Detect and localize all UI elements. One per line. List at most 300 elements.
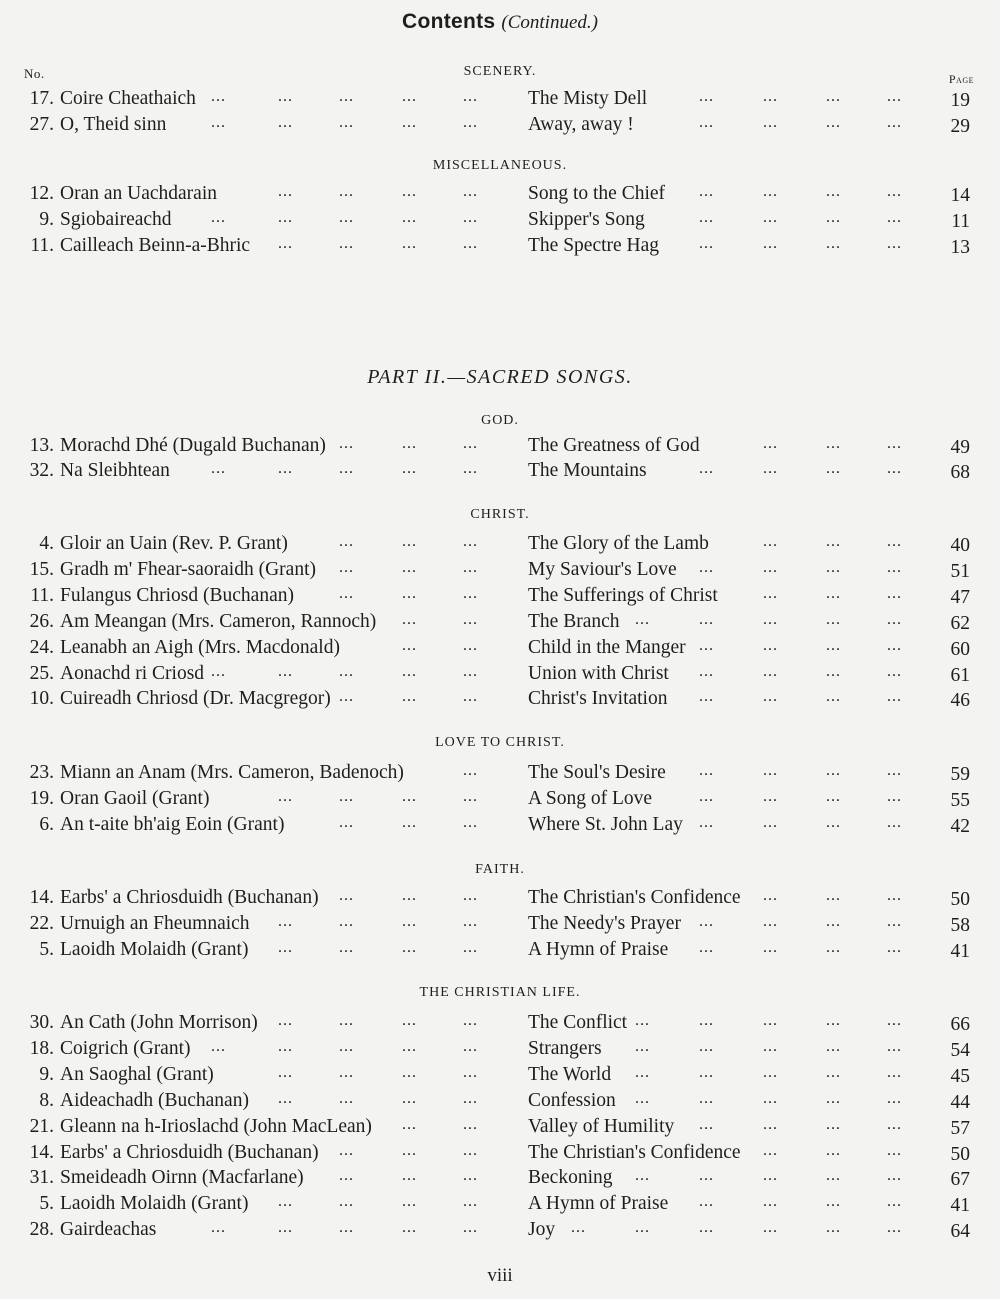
leader-dots: ... [887, 1167, 902, 1184]
leader-dots: ... [339, 814, 354, 831]
section-heading: SCENERY. [463, 64, 537, 79]
page-number: 50 [950, 889, 970, 910]
leader-dots: ... [463, 533, 478, 550]
leader-dots: ... [763, 209, 778, 226]
leader-dots: ... [402, 1142, 417, 1159]
page-number: 19 [950, 90, 970, 111]
page-title [0, 8, 1000, 34]
contents-entry [0, 1038, 1000, 1064]
leader-dots: ... [635, 611, 650, 628]
english-title: Where St. John Lay [528, 814, 683, 835]
leader-dots: ... [887, 762, 902, 779]
entry-number: 22. [29, 913, 54, 934]
contents-entry [0, 585, 1000, 611]
english-title: The Christian's Confidence [528, 887, 741, 908]
number-column-header: No. [24, 66, 45, 81]
leader-dots: ... [699, 1219, 714, 1236]
gaelic-title: Gradh m' Fhear-saoraidh (Grant) [60, 559, 316, 580]
leader-dots: ... [763, 559, 778, 576]
english-title: Valley of Humility [528, 1116, 675, 1137]
leader-dots: ... [763, 183, 778, 200]
english-title: The World [528, 1064, 612, 1085]
leader-dots: ... [278, 913, 293, 930]
gaelic-title: Laoidh Molaidh (Grant) [60, 939, 249, 960]
section-heading: GOD. [481, 413, 519, 428]
leader-dots: ... [211, 209, 226, 226]
leader-dots: ... [826, 1090, 841, 1107]
leader-dots: ... [826, 1116, 841, 1133]
leader-dots: ... [763, 611, 778, 628]
leader-dots: ... [699, 1167, 714, 1184]
leader-dots: ... [887, 913, 902, 930]
leader-dots: ... [887, 939, 902, 956]
leader-dots: ... [278, 1090, 293, 1107]
leader-dots: ... [887, 688, 902, 705]
leader-dots: ... [339, 209, 354, 226]
leader-dots: ... [402, 688, 417, 705]
leader-dots: ... [463, 611, 478, 628]
leader-dots: ... [402, 209, 417, 226]
leader-dots: ... [278, 460, 293, 477]
leader-dots: ... [699, 814, 714, 831]
leader-dots: ... [463, 814, 478, 831]
leader-dots: ... [826, 1064, 841, 1081]
english-title: The Christian's Confidence [528, 1142, 741, 1163]
contents-entry [0, 183, 1000, 209]
leader-dots: ... [887, 1116, 902, 1133]
page-number: 68 [950, 462, 970, 483]
leader-dots: ... [887, 1064, 902, 1081]
page-number: 54 [950, 1040, 970, 1061]
leader-dots: ... [699, 611, 714, 628]
leader-dots: ... [278, 663, 293, 680]
leader-dots: ... [211, 1038, 226, 1055]
leader-dots: ... [826, 1012, 841, 1029]
leader-dots: ... [826, 1219, 841, 1236]
gaelic-title: Morachd Dhé (Dugald Buchanan) [60, 435, 326, 456]
english-title: The Needy's Prayer [528, 913, 681, 934]
contents-entry [0, 762, 1000, 788]
gaelic-title: Laoidh Molaidh (Grant) [60, 1193, 249, 1214]
leader-dots: ... [278, 788, 293, 805]
leader-dots: ... [402, 814, 417, 831]
leader-dots: ... [887, 1038, 902, 1055]
leader-dots: ... [699, 88, 714, 105]
english-title: Strangers [528, 1038, 602, 1059]
leader-dots: ... [699, 788, 714, 805]
leader-dots: ... [339, 460, 354, 477]
leader-dots: ... [402, 1219, 417, 1236]
leader-dots: ... [339, 585, 354, 602]
leader-dots: ... [463, 788, 478, 805]
contents-entry [0, 1116, 1000, 1142]
leader-dots: ... [339, 939, 354, 956]
leader-dots: ... [339, 913, 354, 930]
leader-dots: ... [402, 88, 417, 105]
leader-dots: ... [402, 887, 417, 904]
leader-dots: ... [339, 88, 354, 105]
page-number: 58 [950, 915, 970, 936]
leader-dots: ... [463, 1142, 478, 1159]
leader-dots: ... [463, 637, 478, 654]
leader-dots: ... [463, 1193, 478, 1210]
leader-dots: ... [763, 637, 778, 654]
contents-entry [0, 663, 1000, 689]
leader-dots: ... [887, 663, 902, 680]
leader-dots: ... [763, 1219, 778, 1236]
leader-dots: ... [763, 1167, 778, 1184]
leader-dots: ... [402, 1167, 417, 1184]
page-number: 66 [950, 1014, 970, 1035]
leader-dots: ... [699, 637, 714, 654]
leader-dots: ... [699, 114, 714, 131]
leader-dots: ... [402, 559, 417, 576]
leader-dots: ... [402, 1064, 417, 1081]
leader-dots: ... [402, 183, 417, 200]
entry-number: 23. [29, 762, 54, 783]
leader-dots: ... [699, 1038, 714, 1055]
entry-number: 26. [29, 611, 54, 632]
leader-dots: ... [402, 939, 417, 956]
leader-dots: ... [402, 913, 417, 930]
english-title: Skipper's Song [528, 209, 645, 230]
contents-entry [0, 460, 1000, 486]
leader-dots: ... [763, 114, 778, 131]
entry-number: 8. [39, 1090, 54, 1111]
leader-dots: ... [826, 688, 841, 705]
gaelic-title: Earbs' a Chriosduidh (Buchanan) [60, 1142, 319, 1163]
page-number: 14 [950, 185, 970, 206]
gaelic-title: Leanabh an Aigh (Mrs. Macdonald) [60, 637, 340, 658]
leader-dots: ... [826, 88, 841, 105]
leader-dots: ... [339, 1064, 354, 1081]
entry-number: 15. [29, 559, 54, 580]
leader-dots: ... [339, 1167, 354, 1184]
leader-dots: ... [887, 1219, 902, 1236]
page-number: 67 [950, 1169, 970, 1190]
leader-dots: ... [887, 460, 902, 477]
leader-dots: ... [826, 209, 841, 226]
entry-number: 25. [29, 663, 54, 684]
leader-dots: ... [402, 1193, 417, 1210]
entry-number: 27. [29, 114, 54, 135]
leader-dots: ... [763, 533, 778, 550]
leader-dots: ... [402, 663, 417, 680]
leader-dots: ... [887, 611, 902, 628]
leader-dots: ... [463, 1012, 478, 1029]
leader-dots: ... [278, 114, 293, 131]
leader-dots: ... [278, 1193, 293, 1210]
leader-dots: ... [339, 663, 354, 680]
leader-dots: ... [402, 1116, 417, 1133]
section-heading: LOVE TO CHRIST. [435, 735, 565, 750]
leader-dots: ... [826, 788, 841, 805]
entry-number: 12. [29, 183, 54, 204]
gaelic-title: Aonachd ri Criosd [60, 663, 205, 684]
contents-entry [0, 533, 1000, 559]
gaelic-title: Smeideadh Oirnn (Macfarlane) [60, 1167, 304, 1188]
english-title: A Hymn of Praise [528, 939, 669, 960]
leader-dots: ... [463, 183, 478, 200]
leader-dots: ... [887, 1090, 902, 1107]
contents-entry [0, 887, 1000, 913]
leader-dots: ... [463, 1064, 478, 1081]
leader-dots: ... [699, 183, 714, 200]
leader-dots: ... [763, 1012, 778, 1029]
gaelic-title: Oran an Uachdarain [60, 183, 217, 204]
leader-dots: ... [826, 939, 841, 956]
leader-dots: ... [278, 209, 293, 226]
leader-dots: ... [763, 460, 778, 477]
leader-dots: ... [699, 1090, 714, 1107]
leader-dots: ... [826, 460, 841, 477]
leader-dots: ... [463, 1038, 478, 1055]
leader-dots: ... [463, 913, 478, 930]
entry-number: 28. [29, 1219, 54, 1240]
leader-dots: ... [635, 1167, 650, 1184]
leader-dots: ... [278, 235, 293, 252]
entry-number: 14. [29, 1142, 54, 1163]
page-number: 60 [950, 639, 970, 660]
leader-dots: ... [826, 114, 841, 131]
leader-dots: ... [699, 762, 714, 779]
contents-entry [0, 209, 1000, 235]
leader-dots: ... [339, 688, 354, 705]
english-title: Beckoning [528, 1167, 613, 1188]
entry-number: 6. [39, 814, 54, 835]
english-title: The Mountains [528, 460, 647, 481]
english-title: My Saviour's Love [528, 559, 677, 580]
contents-entry [0, 788, 1000, 814]
gaelic-title: Gleann na h-Irioslachd (John MacLean) [60, 1116, 372, 1137]
leader-dots: ... [463, 460, 478, 477]
leader-dots: ... [826, 611, 841, 628]
leader-dots: ... [887, 585, 902, 602]
leader-dots: ... [211, 460, 226, 477]
entry-number: 11. [30, 585, 54, 606]
leader-dots: ... [402, 637, 417, 654]
gaelic-title: An Cath (John Morrison) [60, 1012, 258, 1033]
leader-dots: ... [339, 114, 354, 131]
contents-entry [0, 435, 1000, 461]
page-number: 44 [950, 1092, 970, 1113]
leader-dots: ... [278, 939, 293, 956]
contents-entry [0, 814, 1000, 840]
leader-dots: ... [463, 939, 478, 956]
leader-dots: ... [463, 559, 478, 576]
leader-dots: ... [339, 1090, 354, 1107]
gaelic-title: Cailleach Beinn-a-Bhric [60, 235, 251, 256]
english-title: The Conflict [528, 1012, 628, 1033]
leader-dots: ... [699, 1064, 714, 1081]
leader-dots: ... [463, 235, 478, 252]
entry-number: 14. [29, 887, 54, 908]
leader-dots: ... [887, 435, 902, 452]
contents-entry [0, 1142, 1000, 1168]
contents-entry [0, 1167, 1000, 1193]
english-title: Confession [528, 1090, 616, 1111]
contents-entry [0, 114, 1000, 140]
part-heading: PART II.—SACRED SONGS. [367, 366, 633, 388]
english-title: Union with Christ [528, 663, 669, 684]
page-number: 51 [950, 561, 970, 582]
leader-dots: ... [278, 88, 293, 105]
leader-dots: ... [463, 887, 478, 904]
page-number: 45 [950, 1066, 970, 1087]
entry-number: 11. [30, 235, 54, 256]
page-folio: viii [487, 1265, 513, 1286]
leader-dots: ... [339, 887, 354, 904]
page-number: 46 [950, 690, 970, 711]
english-title: Christ's Invitation [528, 688, 668, 709]
leader-dots: ... [463, 585, 478, 602]
leader-dots: ... [278, 183, 293, 200]
gaelic-title: Urnuigh an Fheumnaich [60, 913, 250, 934]
leader-dots: ... [763, 688, 778, 705]
english-title: The Greatness of God [528, 435, 700, 456]
leader-dots: ... [463, 114, 478, 131]
leader-dots: ... [635, 1090, 650, 1107]
gaelic-title: Aideachadh (Buchanan) [60, 1090, 249, 1111]
english-title: A Hymn of Praise [528, 1193, 669, 1214]
gaelic-title: An Saoghal (Grant) [60, 1064, 214, 1085]
leader-dots: ... [887, 209, 902, 226]
leader-dots: ... [826, 762, 841, 779]
leader-dots: ... [887, 533, 902, 550]
entry-number: 21. [29, 1116, 54, 1137]
section-heading: MISCELLANEOUS. [432, 158, 568, 173]
leader-dots: ... [635, 1012, 650, 1029]
leader-dots: ... [278, 1064, 293, 1081]
leader-dots: ... [402, 1012, 417, 1029]
leader-dots: ... [339, 1193, 354, 1210]
leader-dots: ... [463, 209, 478, 226]
leader-dots: ... [339, 183, 354, 200]
entry-number: 10. [29, 688, 54, 709]
leader-dots: ... [463, 1116, 478, 1133]
leader-dots: ... [699, 939, 714, 956]
leader-dots: ... [402, 235, 417, 252]
leader-dots: ... [699, 663, 714, 680]
leader-dots: ... [339, 788, 354, 805]
entry-number: 18. [29, 1038, 54, 1059]
title-sub: (Continued.) [501, 12, 598, 33]
leader-dots: ... [339, 1219, 354, 1236]
gaelic-title: Miann an Anam (Mrs. Cameron, Badenoch) [60, 762, 404, 783]
entry-number: 19. [29, 788, 54, 809]
leader-dots: ... [463, 88, 478, 105]
leader-dots: ... [887, 1193, 902, 1210]
leader-dots: ... [763, 913, 778, 930]
page-number: 13 [950, 237, 970, 258]
leader-dots: ... [339, 1012, 354, 1029]
leader-dots: ... [402, 435, 417, 452]
leader-dots: ... [826, 235, 841, 252]
leader-dots: ... [339, 435, 354, 452]
leader-dots: ... [887, 1142, 902, 1159]
page-number: 47 [950, 587, 970, 608]
leader-dots: ... [763, 939, 778, 956]
entry-number: 13. [29, 435, 54, 456]
leader-dots: ... [763, 435, 778, 452]
english-title: The Misty Dell [528, 88, 648, 109]
gaelic-title: Coigrich (Grant) [60, 1038, 191, 1059]
english-title: Song to the Chief [528, 183, 666, 204]
leader-dots: ... [887, 814, 902, 831]
title-main: Contents [402, 10, 496, 33]
gaelic-title: Fulangus Chriosd (Buchanan) [60, 585, 294, 606]
contents-entry [0, 611, 1000, 637]
leader-dots: ... [211, 88, 226, 105]
leader-dots: ... [635, 1219, 650, 1236]
leader-dots: ... [635, 1064, 650, 1081]
page-number: 55 [950, 790, 970, 811]
leader-dots: ... [463, 435, 478, 452]
leader-dots: ... [571, 1219, 586, 1236]
leader-dots: ... [339, 559, 354, 576]
leader-dots: ... [826, 533, 841, 550]
leader-dots: ... [699, 559, 714, 576]
leader-dots: ... [826, 1038, 841, 1055]
leader-dots: ... [339, 533, 354, 550]
contents-entry [0, 1193, 1000, 1219]
leader-dots: ... [826, 1193, 841, 1210]
leader-dots: ... [763, 1193, 778, 1210]
entry-number: 31. [29, 1167, 54, 1188]
leader-dots: ... [463, 1090, 478, 1107]
leader-dots: ... [887, 183, 902, 200]
entry-number: 32. [29, 460, 54, 481]
entry-number: 17. [29, 88, 54, 109]
gaelic-title: Sgiobaireachd [60, 209, 172, 230]
leader-dots: ... [763, 814, 778, 831]
gaelic-title: Gloir an Uain (Rev. P. Grant) [60, 533, 288, 554]
leader-dots: ... [699, 688, 714, 705]
page-number: 50 [950, 1144, 970, 1165]
leader-dots: ... [826, 1167, 841, 1184]
page-number: 64 [950, 1221, 970, 1242]
leader-dots: ... [402, 114, 417, 131]
leader-dots: ... [887, 1012, 902, 1029]
contents-entry [0, 1064, 1000, 1090]
entry-number: 30. [29, 1012, 54, 1033]
english-title: Away, away ! [528, 114, 634, 135]
leader-dots: ... [699, 913, 714, 930]
leader-dots: ... [826, 637, 841, 654]
gaelic-title: Cuireadh Chriosd (Dr. Macgregor) [60, 688, 331, 709]
leader-dots: ... [826, 559, 841, 576]
page-number: 40 [950, 535, 970, 556]
leader-dots: ... [463, 1167, 478, 1184]
leader-dots: ... [763, 585, 778, 602]
leader-dots: ... [211, 1219, 226, 1236]
entry-number: 9. [39, 209, 54, 230]
gaelic-title: Am Meangan (Mrs. Cameron, Rannoch) [60, 611, 377, 632]
leader-dots: ... [463, 762, 478, 779]
page-number: 41 [950, 1195, 970, 1216]
leader-dots: ... [763, 88, 778, 105]
gaelic-title: Oran Gaoil (Grant) [60, 788, 210, 809]
contents-entry [0, 637, 1000, 663]
leader-dots: ... [826, 814, 841, 831]
leader-dots: ... [887, 887, 902, 904]
leader-dots: ... [887, 235, 902, 252]
english-title: The Spectre Hag [528, 235, 660, 256]
leader-dots: ... [826, 435, 841, 452]
leader-dots: ... [763, 1038, 778, 1055]
english-title: The Sufferings of Christ [528, 585, 718, 606]
entry-number: 9. [39, 1064, 54, 1085]
